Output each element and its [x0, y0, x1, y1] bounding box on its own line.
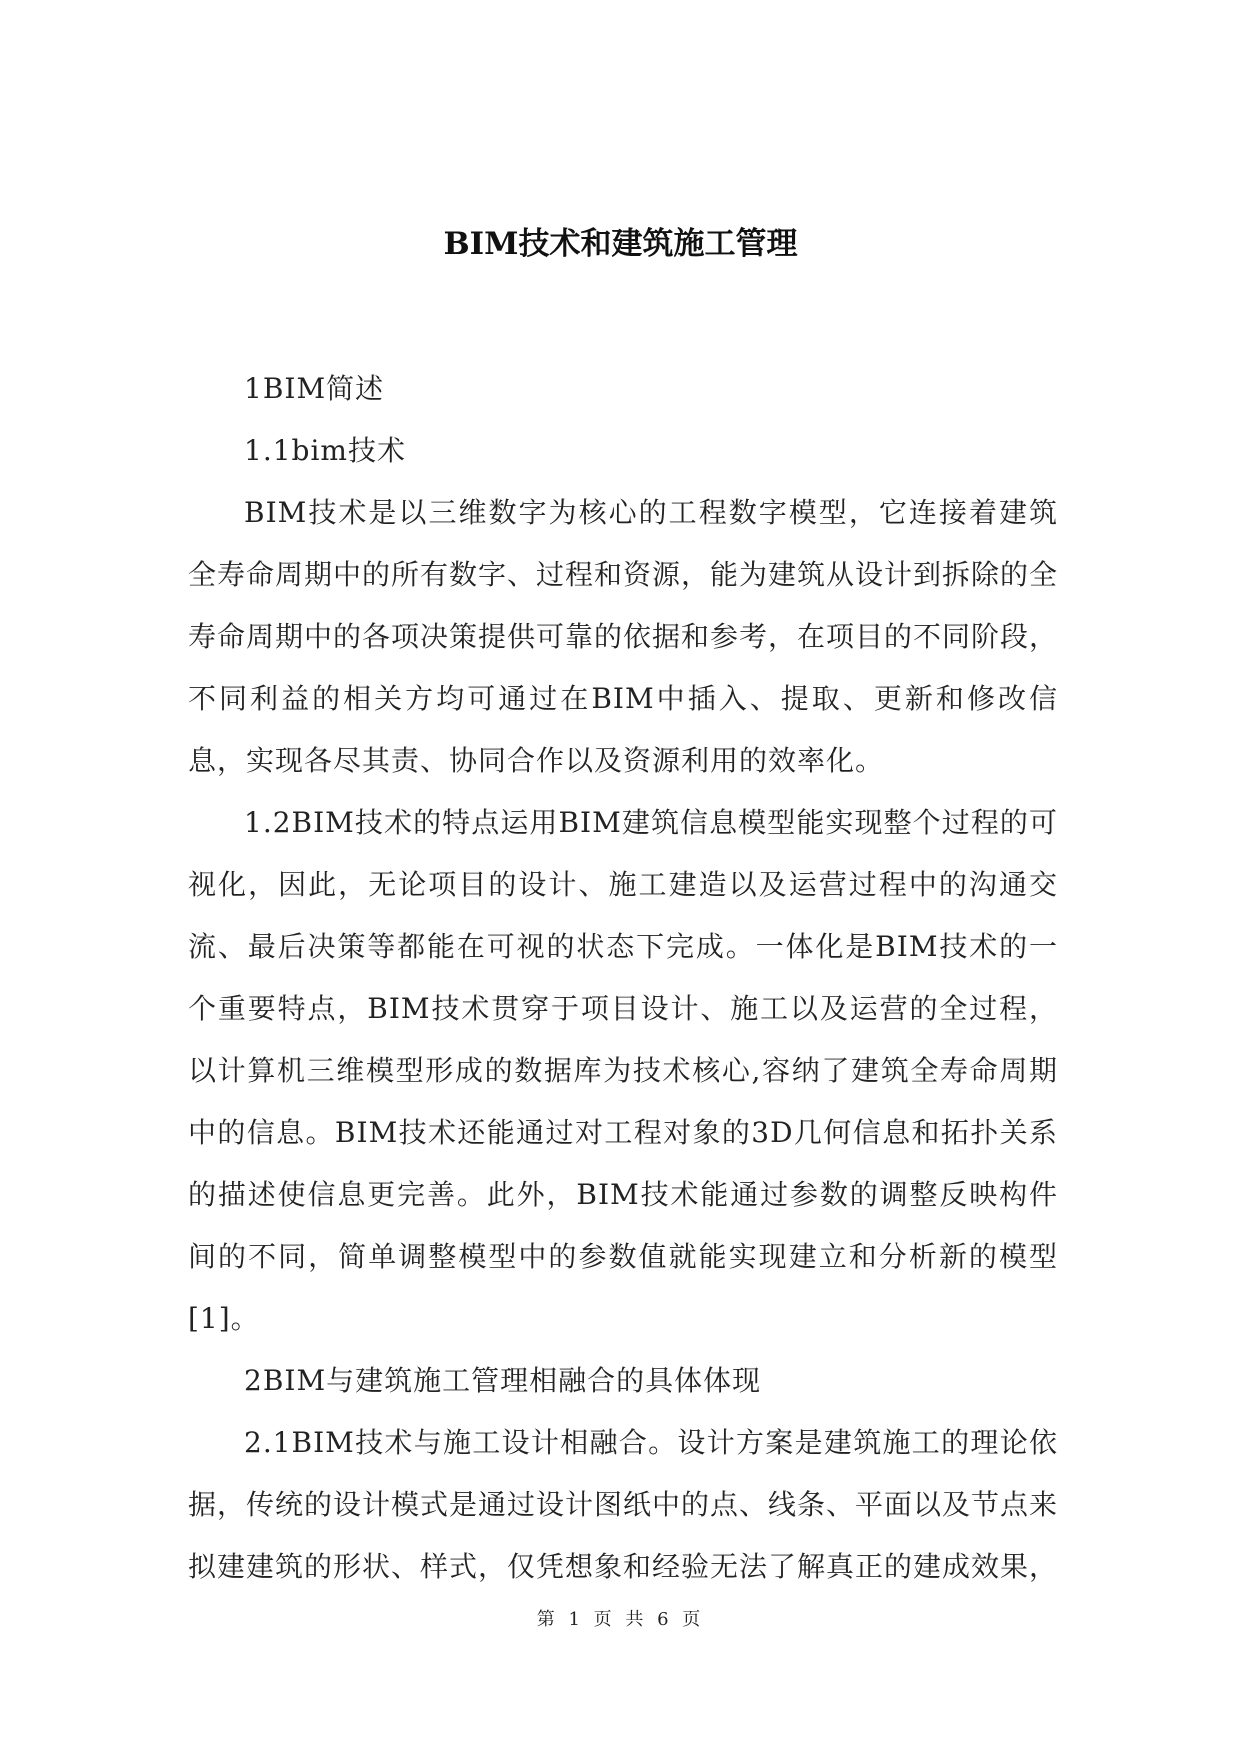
- section-heading: 2BIM与建筑施工管理相融合的具体体现: [244, 1364, 762, 1397]
- subsection-heading: 1.1bim技术: [244, 434, 406, 467]
- document-body: [188, 358, 1058, 1598]
- body-paragraph: BIM技术是以三维数字为核心的工程数字模型，它连接着建筑全寿命周期中的所有数字、过程和资源，能为建筑从设计到拆除的全寿命周期中的各项决策提供可靠的依据和参考，在项目的不同阶段，不同利益的相关方均可通过在BIM中插入、提取、更新和修改信息，实现各尽其责、协同合作以及资源利用的效率化。: [188, 496, 1059, 777]
- body-paragraph: 2.1BIM技术与施工设计相融合。设计方案是建筑施工的理论依据，传统的设计模式是通过设计图纸中的点、线条、平面以及节点来拟建建筑的形状、样式，仅凭想象和经验无法了解真正的建成效果，: [188, 1426, 1059, 1583]
- page-number-footer: 第 1 页 共 6 页: [536, 1609, 705, 1630]
- section-heading: 1BIM简述: [244, 372, 385, 405]
- document-title: BIM技术和建筑施工管理: [443, 226, 798, 262]
- body-paragraph: 1.2BIM技术的特点运用BIM建筑信息模型能实现整个过程的可视化，因此，无论项目的设计、施工建造以及运营过程中的沟通交流、最后决策等都能在可视的状态下完成。一体化是BIM技术的一个重要特点，BIM技术贯穿于项目设计、施工以及运营的全过程，以计算机三维模型形成的数据库为技术核心,容纳了建筑全寿命周期中的信息。BIM技术还能通过对工程对象的3D几何信息和拓扑关系的描述使信息更完善。此外，BIM技术能通过参数的调整反映构件间的不同，简单调整模型中的参数值就能实现建立和分析新的模型[1]。: [188, 806, 1058, 1335]
